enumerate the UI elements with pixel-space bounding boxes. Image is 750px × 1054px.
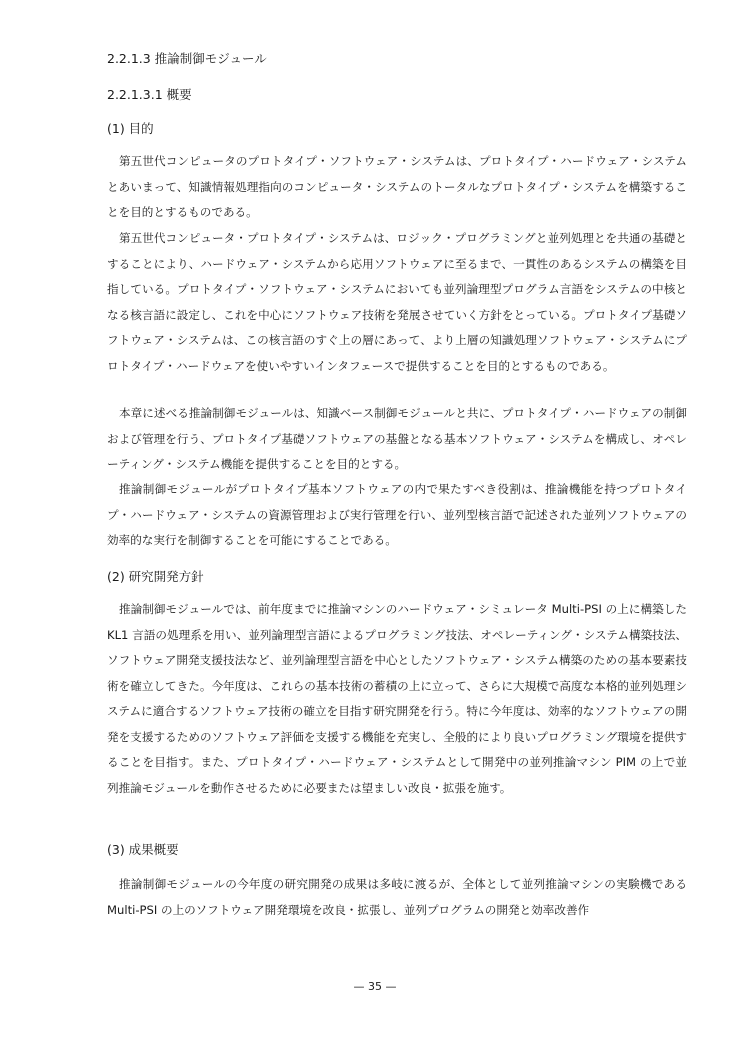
paragraph-policy-1: 推論制御モジュールでは、前年度までに推論マシンのハードウェア・シミュレータ Multi-PSI の上に構築した KL1 言語の処理系を用い、並列論理型言語によるプログラミング技法、オペレーティング・システム構築技法、ソフトウェア開発支援技法など、並列論理型言語を中心としたソフトウェア・システム構築のための基本要素技術を確立してきた。今年度は、これらの基本技術の蓄積の上に立って、さらに大規模で高度な本格的並列処理システムに適合するソフトウェア技術の確立を目指す研究開発を行う。特に今年度は、効率的なソフトウェアの開発を支援するためのソフトウェア評価を支援する機能を充実し、全般的により良いプログラミング環境を提供することを目指す。また、プロトタイプ・ハードウェア・システムとして開発中の並列推論マシン PIM の上で並列推論モジュールを動作させるために必要または望ましい改良・拡張を施す。 <box>107 602 687 795</box>
paragraph-purpose-4: 推論制御モジュールがプロトタイプ基本ソフトウェアの内で果たすべき役割は、推論機能を持つプロトタイプ・ハードウェア・システムの資源管理および実行管理を行い、並列型核言語で記述された並列ソフトウェアの効率的な実行を制御することを可能にすることである。 <box>107 482 687 547</box>
subsection-title-purpose: (1) 目的 <box>107 121 154 136</box>
section-heading: 2.2.1.3 推論制御モジュール <box>107 51 267 66</box>
subsection-heading: 2.2.1.3.1 概要 <box>107 87 192 102</box>
subsection-title-results: (3) 成果概要 <box>107 842 179 857</box>
page-number: — 35 — <box>353 980 397 993</box>
paragraph-purpose-2: 第五世代コンピュータ・プロトタイプ・システムは、ロジック・プログラミングと並列処理とを共通の基礎とすることにより、ハードウェア・システムから応用ソフトウェアに至るまで、一貫性のあるシステムの構築を目指している。プロトタイプ・ソフトウェア・システムにおいても並列論理型プログラム言語をシステムの中核となる核言語に設定し、これを中心にソフトウェア技術を発展させていく方針をとっている。プロトタイプ基礎ソフトウェア・システムは、この核言語のすぐ上の層にあって、より上層の知識処理ソフトウェア・システムにプロトタイプ・ハードウェアを使いやすいインタフェースで提供することを目的とするものである。 <box>107 231 687 373</box>
paragraph-purpose-3: 本章に述べる推論制御モジュールは、知識ベース制御モジュールと共に、プロトタイプ・ハードウェアの制御および管理を行う、プロトタイプ基礎ソフトウェアの基盤となる基本ソフトウェア・システムを構成し、オペレーティング・システム機能を提供することを目的とする。 <box>107 406 687 471</box>
paragraph-results-1: 推論制御モジュールの今年度の研究開発の成果は多岐に渡るが、全体として並列推論マシンの実験機である Multi-PSI の上のソフトウェア開発環境を改良・拡張し、並列プログラムの開発と効率改善作 <box>107 877 687 917</box>
subsection-title-policy: (2) 研究開発方針 <box>107 569 204 584</box>
paragraph-purpose-1: 第五世代コンピュータのプロトタイプ・ソフトウェア・システムは、プロトタイプ・ハードウェア・システムとあいまって、知識情報処理指向のコンピュータ・システムのトータルなプロトタイプ・システムを構築することを目的とするものである。 <box>107 154 687 219</box>
